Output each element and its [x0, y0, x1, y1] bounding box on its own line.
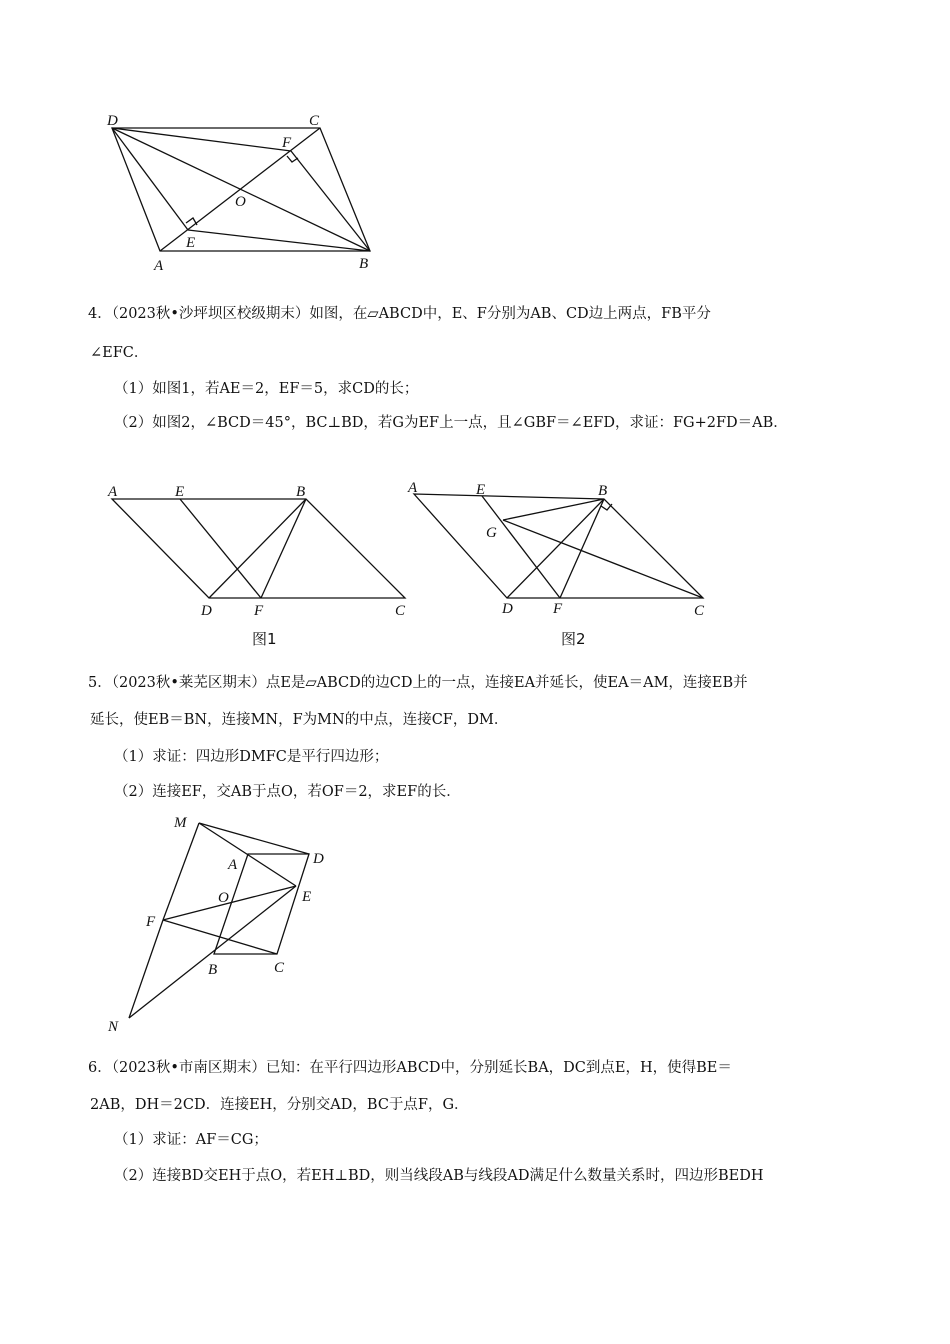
segment-eb — [188, 230, 370, 251]
q5-line2: 延长，使EB＝BN，连接MN，F为MN的中点，连接CF，DM． — [90, 712, 509, 728]
fig1-label-d: D — [201, 603, 212, 619]
fig2-label-g: G — [486, 525, 497, 541]
fig2-label-f: F — [553, 601, 563, 617]
fig2-label-c: C — [694, 603, 705, 619]
fig2-segment-bf — [560, 499, 604, 598]
segment-df — [112, 128, 291, 151]
fig2-label-b: B — [598, 483, 608, 499]
q6-sub1: （1）求证：AF＝CG； — [114, 1132, 268, 1148]
label-c: C — [274, 960, 285, 976]
q5-line1: 5．（2023秋•莱芜区期末）点E是▱ABCD的边CD上的一点，连接EA并延长，使EA＝AM，连接EB并 — [88, 675, 748, 691]
segment-fn — [129, 920, 163, 1018]
label-d: D — [107, 113, 118, 129]
q6-sub2: （2）连接BD交EH于点O，若EH⊥BD，则当线段AB与线段AD满足什么数量关系时，四边形BEDH — [114, 1168, 764, 1184]
fig1-label-f: F — [254, 603, 264, 619]
fig1-label-e: E — [175, 484, 185, 500]
fig1-label-b: B — [296, 484, 306, 500]
q6-line2: 2AB，DH＝2CD．连接EH，分别交AD，BC于点F，G． — [90, 1097, 469, 1113]
label-a: A — [154, 258, 164, 274]
q5-sub1: （1）求证：四边形DMFC是平行四边形； — [114, 749, 389, 765]
label-c: C — [309, 113, 320, 129]
label-b: B — [208, 962, 218, 978]
fig1-parallelogram — [112, 499, 405, 598]
q4-sub1: （1）如图1，若AE＝2，EF＝5，求CD的长； — [114, 381, 419, 397]
fig2-label-d: D — [502, 601, 513, 617]
label-f: F — [282, 135, 292, 151]
fig1-label-c: C — [395, 603, 406, 619]
figure-parallelogram-abcd — [0, 0, 950, 290]
label-a: A — [228, 857, 238, 873]
q4-sub2: （2）如图2，∠BCD＝45°，BC⊥BD，若G为EF上一点，且∠GBF＝∠EFD，求证：FG+2FD＝AB． — [114, 415, 788, 431]
fig1-caption: 图1 — [252, 630, 277, 648]
label-e: E — [302, 889, 312, 905]
fig2-segment-gc — [503, 520, 703, 598]
segment-de — [112, 128, 188, 230]
fig2-label-a: A — [408, 480, 418, 496]
label-o: O — [235, 194, 246, 210]
segment-md — [199, 823, 309, 854]
diagonal-ac — [160, 128, 320, 251]
q4-line1: 4．（2023秋•沙坪坝区校级期末）如图，在▱ABCD中，E、F分别为AB、CD边上两点，FB平分 — [88, 306, 711, 322]
fig1-segment-bf — [261, 499, 306, 598]
fig2-label-e: E — [476, 482, 486, 498]
label-o: O — [218, 890, 229, 906]
figure-q4 — [0, 470, 950, 660]
segment-mf — [163, 823, 199, 920]
segment-fc — [163, 920, 277, 954]
fig2-segment-gb — [503, 499, 604, 520]
label-d: D — [313, 851, 324, 867]
label-f: F — [146, 914, 156, 930]
fig1-segment-ef — [180, 499, 261, 598]
q4-line2: ∠EFC． — [90, 345, 149, 361]
label-m: M — [174, 815, 187, 831]
segment-fb — [291, 151, 370, 251]
fig1-label-a: A — [108, 484, 118, 500]
figure-q5 — [0, 808, 950, 1038]
label-n: N — [108, 1019, 119, 1035]
fig2-caption: 图2 — [561, 630, 586, 648]
fig1-segment-bd — [209, 499, 306, 598]
label-e: E — [186, 235, 196, 251]
q6-line1: 6．（2023秋•市南区期末）已知：在平行四边形ABCD中，分别延长BA，DC到点E，H，使得BE＝ — [88, 1060, 732, 1076]
segment-fe — [163, 886, 296, 920]
q5-sub2: （2）连接EF，交AB于点O，若OF＝2，求EF的长． — [114, 784, 461, 800]
label-b: B — [359, 256, 369, 272]
